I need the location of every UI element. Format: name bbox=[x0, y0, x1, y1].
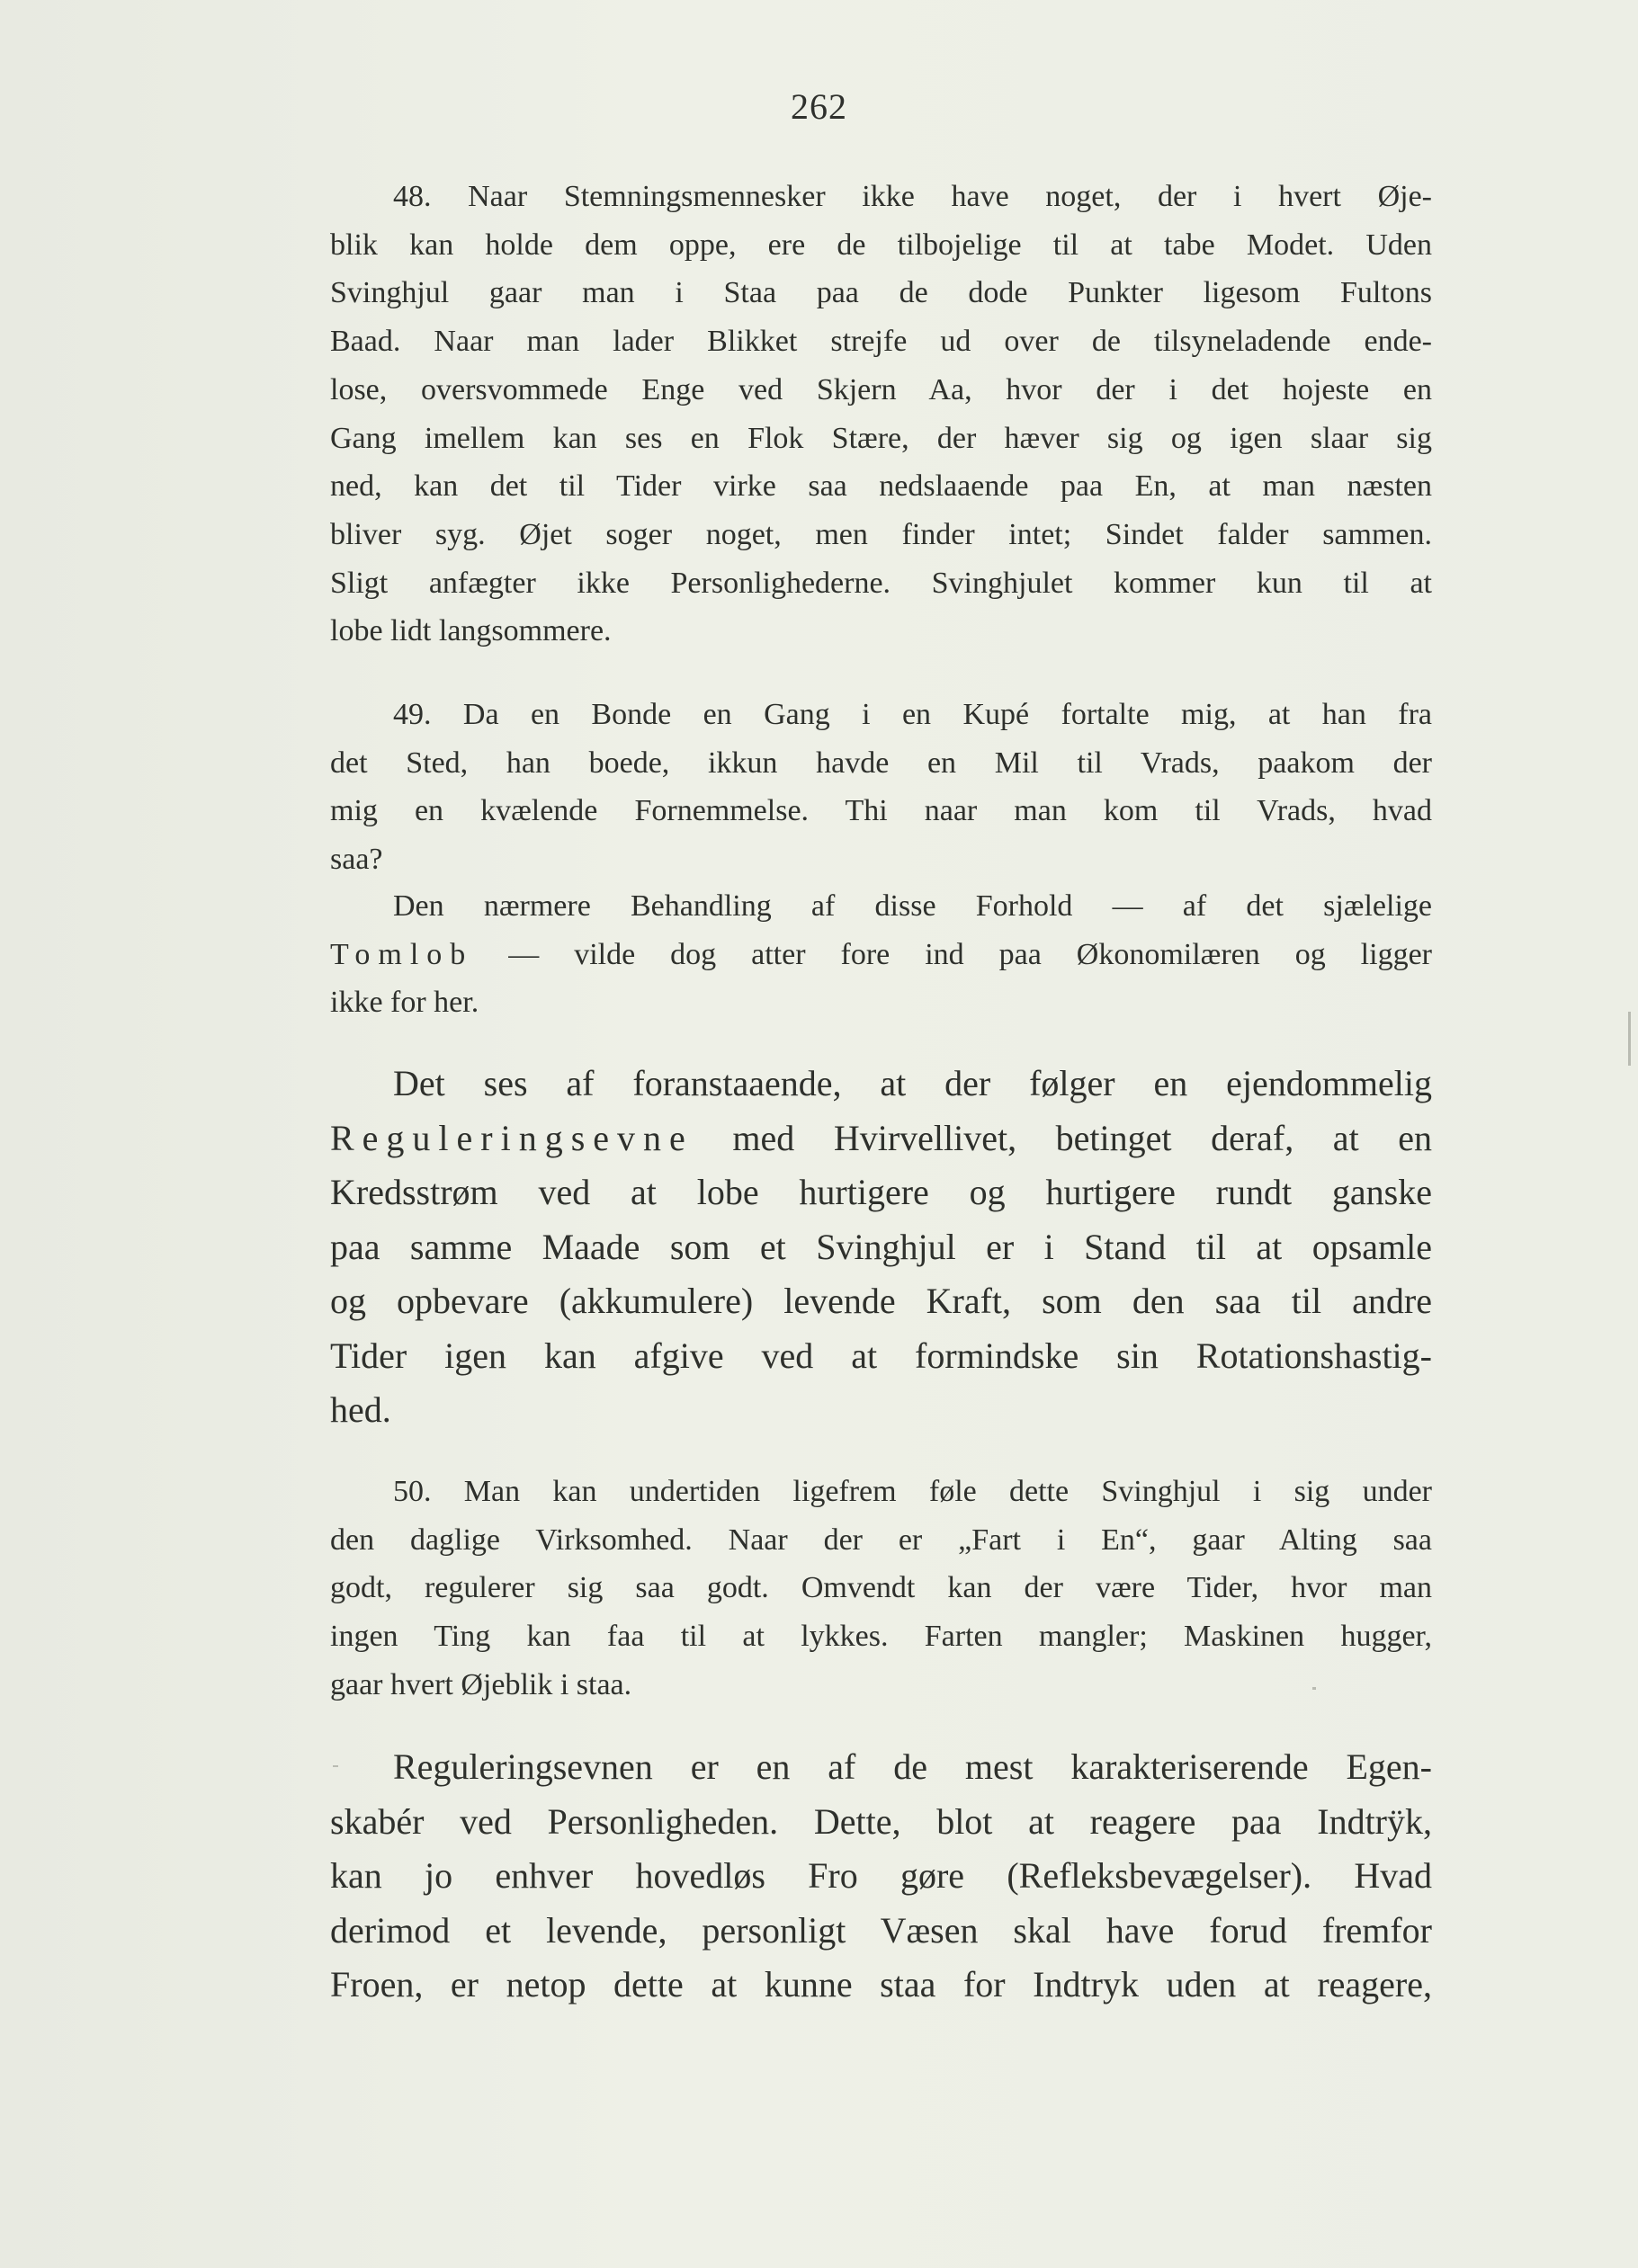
text-fragment: — vilde dog atter fore ind paa Økonomilæren og ligger bbox=[473, 937, 1432, 971]
text-line: den daglige Virksomhed. Naar der er „Fart i En“, gaar Alting saa bbox=[330, 1522, 1432, 1557]
page-number: 262 bbox=[791, 86, 847, 127]
text-line: lose, oversvommede Enge ved Skjern Aa, hvor der i det hojeste en bbox=[330, 372, 1432, 406]
text-line: Sligt anfægter ikke Personlighederne. Svinghjulet kommer kun til at bbox=[330, 566, 1432, 600]
text-line: Reguleringsevnen er en af de mest karakteriserende Egen- bbox=[393, 1746, 1432, 1787]
text-line: derimod et levende, personligt Væsen skal have forud fremfor bbox=[330, 1909, 1432, 1951]
text-line: hed. bbox=[330, 1389, 391, 1430]
paragraph-personlighed bbox=[330, 1740, 1432, 2013]
text-line: ikke for her. bbox=[330, 986, 479, 1020]
scan-artifact-mark bbox=[333, 1765, 338, 1767]
text-line: 49. Da en Bonde en Gang i en Kupé fortalte mig, at han fra bbox=[393, 698, 1432, 731]
text-line: Kredsstrøm ved at lobe hurtigere og hurtigere rundt ganske bbox=[330, 1172, 1432, 1212]
text-line: saa? bbox=[330, 843, 383, 877]
text-line: gaar hvert Øjeblik i staa. bbox=[330, 1667, 632, 1701]
text-line: ned, kan det til Tider virke saa nedslaaende paa En, at man næsten bbox=[330, 469, 1432, 504]
text-line: paa samme Maade som et Svinghjul er i Stand til at opsamle bbox=[330, 1226, 1432, 1267]
paragraph-48 bbox=[330, 173, 1432, 656]
text-line: Baad. Naar man lader Blikket strejfe ud over de tilsyneladende ende- bbox=[330, 325, 1432, 359]
text-line: blik kan holde dem oppe, ere de tilbojelige til at tabe Modet. Uden bbox=[330, 228, 1432, 262]
text-line: Svinghjul gaar man i Staa paa de dode Punkter ligesom Fultons bbox=[330, 276, 1432, 310]
paragraph-49 bbox=[330, 691, 1432, 884]
text-line: Gang imellem kan ses en Flok Stære, der hæver sig og igen slaar sig bbox=[330, 421, 1432, 455]
paragraph-49-continued bbox=[330, 882, 1432, 1027]
text-line: lobe lidt langsommere. bbox=[330, 614, 612, 648]
text-line: og opbevare (akkumulere) levende Kraft, som den saa til andre bbox=[330, 1281, 1432, 1321]
spaced-term: Tomlob bbox=[330, 937, 474, 971]
text-line: bliver syg. Øjet soger noget, men finder intet; Sindet falder sammen. bbox=[330, 517, 1432, 551]
text-line: 48. Naar Stemningsmennesker ikke have noget, der i hvert Øje- bbox=[393, 180, 1432, 213]
text-line: mig en kvælende Fornemmelse. Thi naar man kom til Vrads, hvad bbox=[330, 794, 1432, 828]
text-line: 50. Man kan undertiden ligefrem føle dette Svinghjul i sig under bbox=[393, 1475, 1432, 1508]
text-line bbox=[330, 1112, 1432, 1166]
scan-artifact-mark bbox=[1312, 1687, 1316, 1690]
text-line: det Sted, han boede, ikkun havde en Mil til Vrads, paakom der bbox=[330, 746, 1432, 780]
paragraph-reguleringsevne bbox=[330, 1057, 1432, 1438]
text-line: skabér ved Personligheden. Dette, blot at reagere paa Indtrÿk, bbox=[330, 1800, 1432, 1842]
text-line: godt, regulerer sig saa godt. Omvendt kan der være Tider, hvor man bbox=[330, 1571, 1432, 1605]
paragraph-50 bbox=[330, 1468, 1432, 1710]
text-line bbox=[330, 931, 1432, 979]
text-line: Den nærmere Behandling af disse Forhold — af det sjælelige bbox=[393, 889, 1432, 923]
text-line: kan jo enhver hovedløs Fro gøre (Refleksbevægelser). Hvad bbox=[330, 1855, 1432, 1896]
text-fragment: med Hvirvellivet, betinget deraf, at en bbox=[693, 1117, 1432, 1158]
spaced-term: Reguleringsevne bbox=[330, 1117, 694, 1158]
scan-artifact-mark bbox=[1628, 1012, 1631, 1066]
text-line: Froen, er netop dette at kunne staa for Indtryk uden at reagere, bbox=[330, 1964, 1432, 2005]
text-line: ingen Ting kan faa til at lykkes. Farten mangler; Maskinen hugger, bbox=[330, 1620, 1432, 1654]
text-line: Tider igen kan afgive ved at formindske sin Rotationshastig- bbox=[330, 1335, 1432, 1376]
text-line: Det ses af foranstaaende, at der følger en ejendommelig bbox=[393, 1063, 1432, 1103]
